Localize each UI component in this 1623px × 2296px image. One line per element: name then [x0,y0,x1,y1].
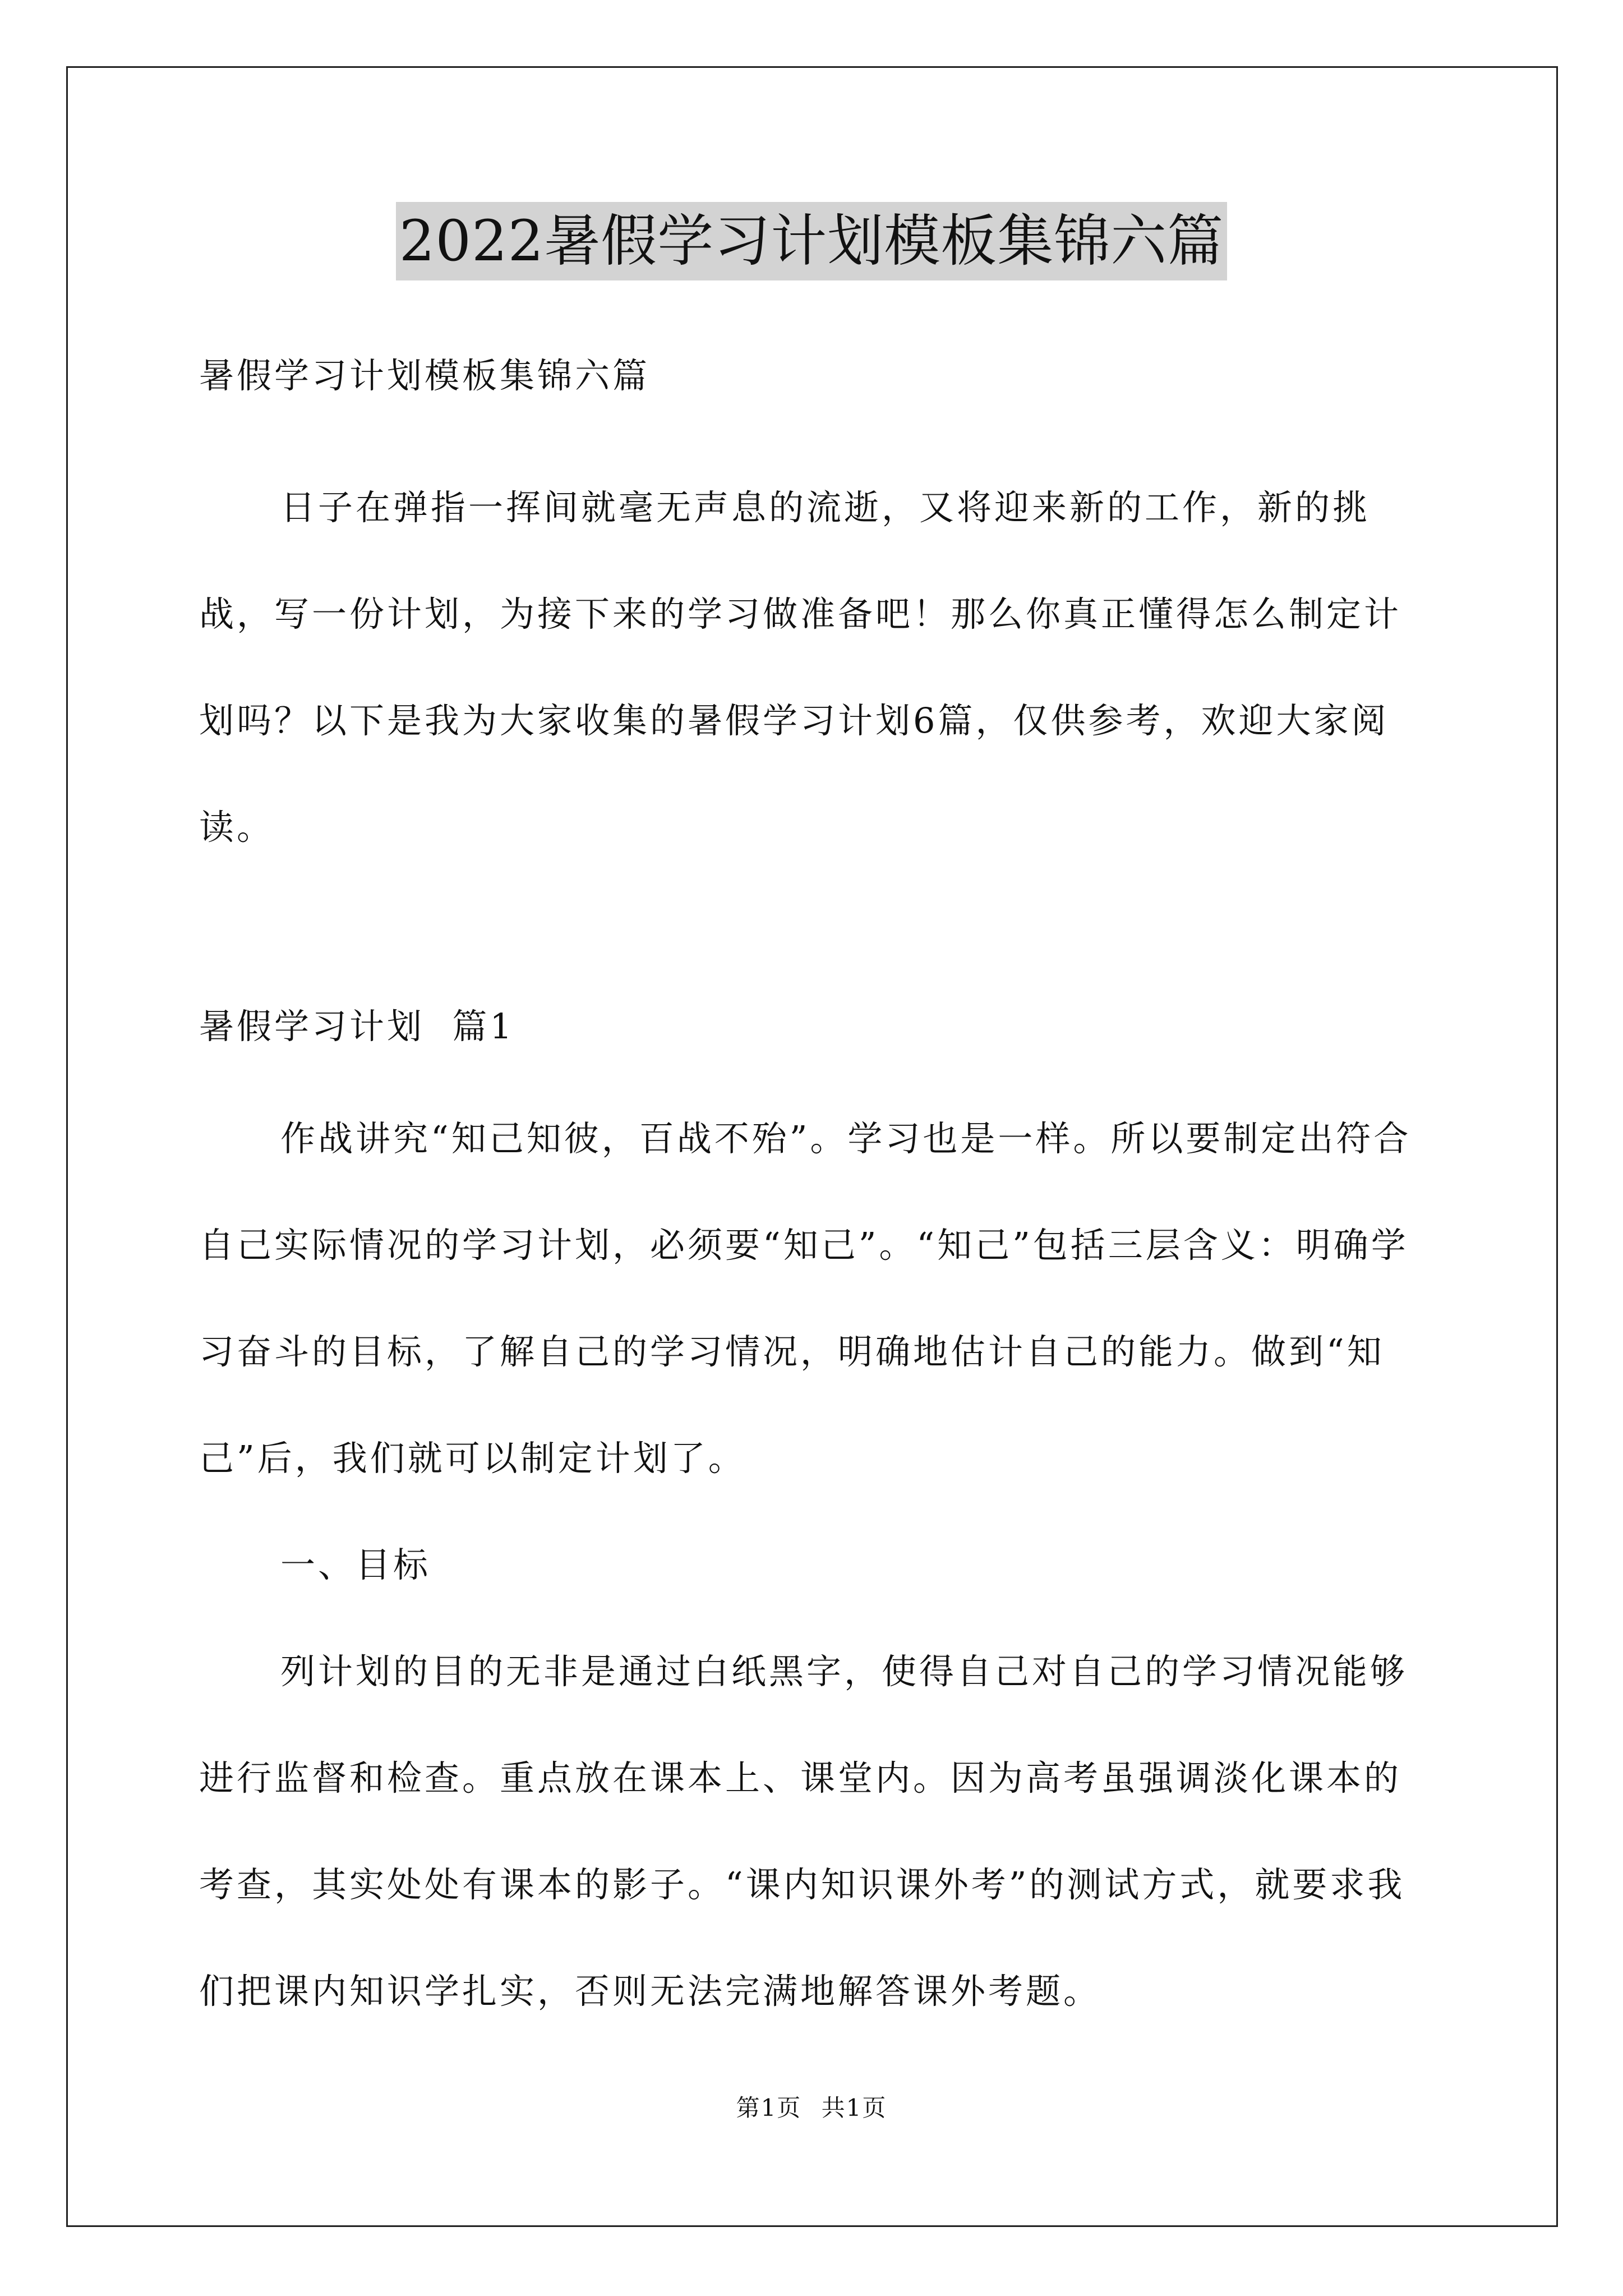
page-footer [0,2090,1623,2123]
sub-heading: 一、目标 [280,1544,431,1585]
page-number: 第1页 [736,2094,802,2122]
intro-section [199,454,1433,881]
section-body [199,1085,1433,2045]
title-container [0,202,1623,280]
intro-paragraph: 日子在弹指一挥间就毫无声息的流逝，又将迎来新的工作，新的挑战，写一份计划，为接下来的学习做准备吧！那么你真正懂得怎么制定计划吗？以下是我为大家收集的暑假学习计划6篇，仅供参考，欢迎大家阅读。 [199,487,1402,848]
body-paragraph: 作战讲究“知己知彼，百战不殆”。学习也是一样。所以要制定出符合自己实际情况的学习计划，必须要“知己”。“知己”包括三层含义：明确学习奋斗的目标，了解自己的学习情况，明确地估计自己的能力。做到“知己”后，我们就可以制定计划了。 [199,1118,1412,1479]
document-subtitle: 暑假学习计划模板集锦六篇 [199,355,651,396]
page-total: 共1页 [821,2094,887,2122]
document-title: 2022暑假学习计划模板集锦六篇 [396,202,1228,280]
section-heading: 暑假学习计划 篇1 [199,1006,515,1047]
body-paragraph: 列计划的目的无非是通过白纸黑字，使得自己对自己的学习情况能够进行监督和检查。重点放在课本上、课堂内。因为高考虽强调淡化课本的考查，其实处处有课本的影子。“课内知识课外考”的测试方式，就要求我们把课内知识学扎实，否则无法完满地解答课外考题。 [199,1651,1408,2012]
